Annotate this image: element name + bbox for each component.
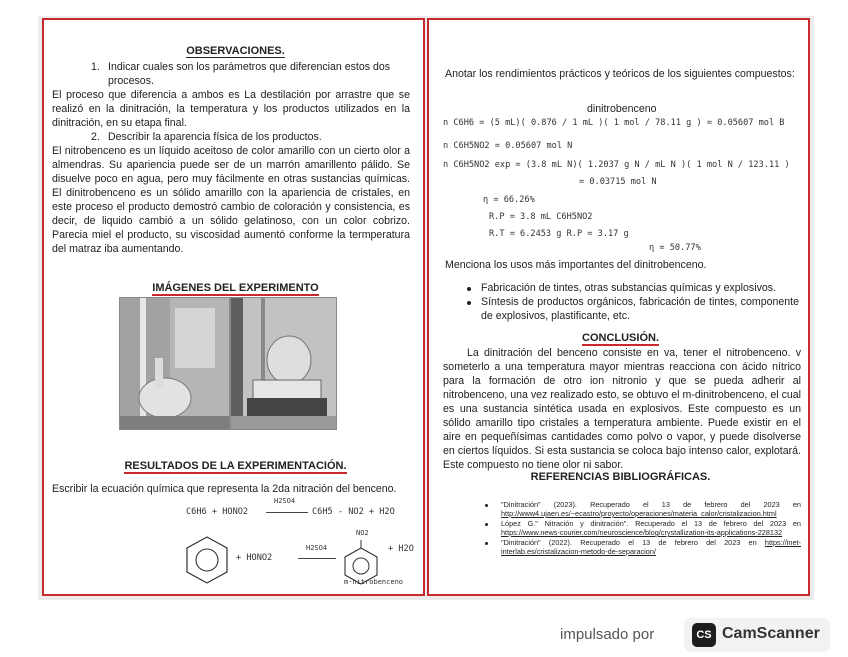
handwritten-eq2-product: m-nitrobenceno	[344, 578, 404, 586]
camscanner-brand: CamScanner	[722, 625, 820, 642]
impulsado-label: impulsado por	[560, 626, 655, 643]
experiment-photo-2	[230, 297, 337, 430]
referencias-heading: REFERENCIAS BIBLIOGRÁFICAS.	[530, 471, 711, 483]
eq2-arrow	[298, 558, 336, 559]
bullet-icon	[467, 287, 471, 291]
reference-link[interactable]: https://inet-interlab.es/cristalizacion-metodo-de-separacion/	[501, 538, 801, 556]
reference-item: López G." Nitración y dinitración". Recuperado el 13 de febrero del 2023 en https://www.news-courier.com/neuroscience/blog/crystallization-its-applications-228132	[501, 519, 801, 537]
experiment-photo-1	[119, 297, 230, 430]
handwritten-eq1-catalyst: H2SO4	[274, 497, 296, 505]
handwritten-eq2-reagent: + HONO2	[236, 553, 273, 563]
reference-link[interactable]: http://www4.ujaen.es/~ecastro/proyecto/operaciones/materia_calor/cristalizacion.html	[501, 509, 777, 518]
hw-line-6: R.P = 3.8 mL C6H5NO2	[489, 212, 593, 222]
question-2: Describir la aparencia física de los productos.	[108, 131, 322, 143]
left-page	[42, 18, 425, 596]
dinitrobenceno-label: dinitrobenceno	[587, 103, 657, 115]
reference-link[interactable]: https://www.news-courier.com/neuroscience/blog/crystallization-its-applications-228132	[501, 528, 783, 537]
q1-number: 1.	[91, 61, 100, 73]
observaciones-heading: OBSERVACIONES.	[186, 45, 285, 57]
conclusion-heading: CONCLUSIÓN.	[582, 332, 659, 344]
conclusion-text: La dinitración del benceno consiste en va, tener el nitrobenceno. v someterlo a una temperatura mayor mientras reacciona con ácido nítrico para la formación de otro ion nitronio y que se pueda adherir al nitrobenceno, una vez realizado esto, se obtuvo el m-dinitrobenceno, el cual es una sustancia sintética usada en explosivos. Este compuesto es un sólido amarillo tipo cristales a temperatura ambiente. Puede existir en el aire en pequeñísimas cantidades como polvo o vapor, y puede disolverse en ciertos líquidos. Si esta sustancia se coloca bajo intenso calor, explotará. Este compuesto no tiene olor ni sabor.	[443, 347, 801, 471]
handwritten-eq2-water: + H2O	[388, 544, 414, 554]
hw-line-1: n C6H6 = (5 mL)( 0.876 / 1 mL )( 1 mol / 78.11 g ) = 0.05607 mol B	[443, 118, 785, 128]
benzene-ring-icon	[182, 534, 232, 586]
hw-line-3: n C6H5NO2 exp = (3.8 mL N)( 1.2037 g N / mL N )( 1 mol N / 123.11 )	[443, 160, 790, 170]
bullet-icon	[485, 542, 488, 545]
resultados-heading: RESULTADOS DE LA EXPERIMENTACIÓN.	[124, 460, 347, 472]
answer-2: El nitrobenceno es un líquido aceitoso de color amarillo con un cierto olor a almendras. Su apariencia puede ser de un marrón amarillento pálido. Se disuelve poco en agua, pero muy fácilmente en otras sustancias químicas. El dinitrobenceno es un sólido amarillo con la apariencia de cristales, en este proceso el producto demostró cambio de coloración y consistencia, es decir, de liquido cambió a un sólido gelatinoso, con un color cobrizo. Parecia miel el producto, su viscosidad aumentó conforme la termperatura del matraz iba aumentando.	[52, 145, 410, 255]
right-page	[427, 18, 810, 596]
hw-line-7: R.T = 6.2453 g R.P = 3.17 g	[489, 229, 629, 239]
reference-item: "Dinitración" (2022). Recuperado el 13 de febrero del 2023 en https://inet-interlab.es/cristalizacion-metodo-de-separacion/	[501, 538, 801, 556]
resultados-text: Escribir la ecuación química que representa la 2da nitración del benceno.	[52, 483, 397, 495]
hw-line-4: = 0.03715 mol N	[579, 177, 657, 187]
bullet-icon	[467, 301, 471, 305]
handwritten-eq2-no2: NO2	[356, 529, 369, 537]
hw-line-8: η = 50.77%	[649, 243, 701, 253]
question-1: Indicar cuales son los parámetros que diferencian estos dos procesos.	[108, 61, 391, 87]
imagenes-heading: IMÁGENES DEL EXPERIMENTO	[152, 282, 319, 294]
q2-number: 2.	[91, 131, 100, 143]
uso-item: Fabricación de tintes, otras substancias químicas y explosivos.	[481, 282, 776, 294]
bullet-icon	[485, 523, 488, 526]
handwritten-eq1-right: C6H5 - NO2 + H2O	[312, 507, 395, 517]
handwritten-eq1-left: C6H6 + HONO2	[186, 507, 249, 517]
hw-line-2: n C6H5NO2 = 0.05607 mol N	[443, 141, 573, 151]
reference-item: "Dinitración" (2023). Recuperado el 13 de febrero del 2023 en http://www4.ujaen.es/~ecastro/proyecto/operaciones/materia_calor/cristalizacion.html	[501, 500, 801, 518]
hw-line-5: η = 66.26%	[483, 195, 535, 205]
answer-1: El proceso que diferencia a ambos es La destilación por arrastre que se realizó en la dinitración, la temperatura y los productos utilizados en la dinitración, en su etapa final.	[52, 89, 410, 129]
camscanner-logo-icon: CS	[692, 623, 716, 647]
uso-item: Síntesis de productos orgánicos, fabricación de tintes, componente de explosivos, plastificante, etc.	[481, 296, 799, 322]
anotar-text: Anotar los rendimientos prácticos y teóricos de los siguientes compuestos:	[445, 68, 795, 80]
handwritten-eq2-catalyst: H2SO4	[306, 544, 328, 552]
eq1-arrow	[266, 512, 308, 513]
bullet-icon	[485, 504, 488, 507]
usos-text: Menciona los usos más importantes del dinitrobenceno.	[445, 259, 707, 271]
